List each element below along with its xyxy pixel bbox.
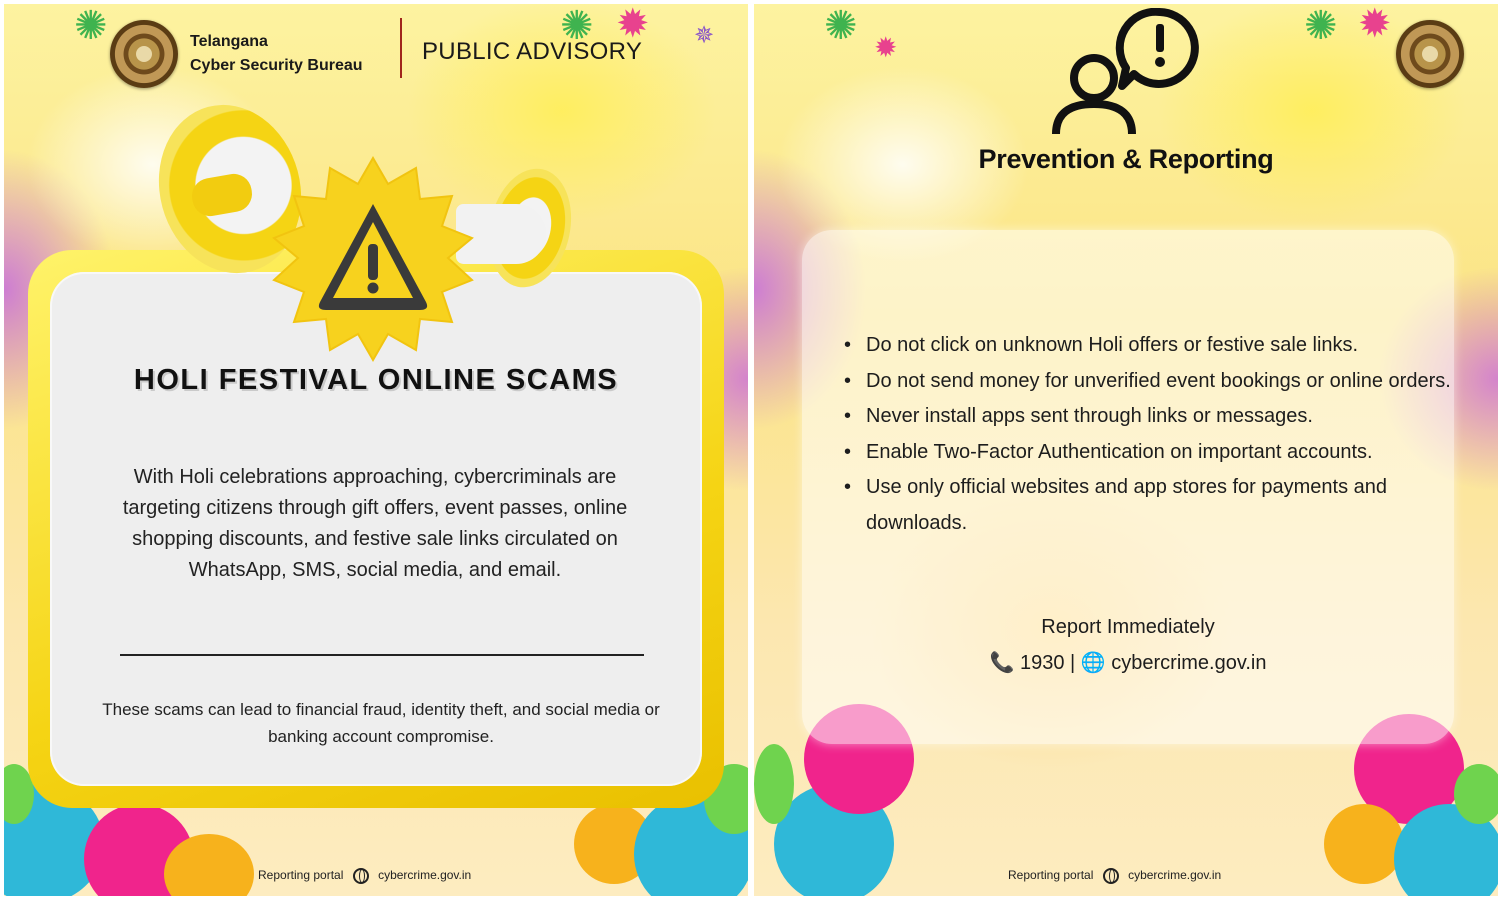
bureau-emblem-logo xyxy=(1396,20,1464,88)
advisory-title: HOLI FESTIVAL ONLINE SCAMS xyxy=(133,364,619,396)
reporting-portal-label: Reporting portal xyxy=(258,868,344,883)
warning-badge xyxy=(268,154,478,364)
report-website-link[interactable]: cybercrime.gov.in xyxy=(1111,652,1267,674)
report-heading: Report Immediately xyxy=(1041,616,1215,638)
phone-icon: 📞 xyxy=(989,652,1015,674)
firework-decoration: ✺ xyxy=(560,4,594,48)
advisory-panel-right xyxy=(754,4,1498,896)
header-divider xyxy=(400,18,402,78)
firework-decoration: ✹ xyxy=(616,4,650,46)
globe-icon: 🌐 xyxy=(1080,652,1106,674)
reporting-portal-link[interactable]: cybercrime.gov.in xyxy=(1128,868,1222,883)
firework-decoration: ✹ xyxy=(1358,4,1392,46)
firework-decoration: ✺ xyxy=(1304,4,1338,48)
reporting-portal-row xyxy=(1008,868,1221,884)
tip-item: • Never install apps sent through links or messages. xyxy=(866,399,1466,435)
bureau-emblem-logo xyxy=(110,20,178,88)
firework-decoration: ✺ xyxy=(74,4,108,48)
reporting-portal-label: Reporting portal xyxy=(1008,868,1094,883)
firework-decoration: ✵ xyxy=(694,22,715,49)
paint-splash xyxy=(754,744,794,824)
helpline-number[interactable]: 1930 xyxy=(1019,652,1065,674)
firework-decoration: ✺ xyxy=(824,4,858,48)
separator: | xyxy=(1070,652,1076,674)
globe-icon xyxy=(1103,868,1119,884)
org-name-line2: Cyber Security Bureau xyxy=(190,57,363,74)
paint-splash xyxy=(1454,764,1498,824)
globe-icon xyxy=(353,868,369,884)
org-name-line1: Telangana xyxy=(190,33,268,50)
prevention-title: Prevention & Reporting xyxy=(978,144,1274,174)
org-name xyxy=(190,30,363,78)
reporting-portal-link[interactable]: cybercrime.gov.in xyxy=(378,868,472,883)
tip-item: • Enable Two-Factor Authentication on important accounts. xyxy=(866,435,1466,471)
paint-splash xyxy=(1324,804,1404,884)
prevention-tips-list xyxy=(830,328,1466,541)
public-advisory-label: PUBLIC ADVISORY xyxy=(422,38,643,65)
report-contacts xyxy=(802,650,1454,675)
reporting-portal-row xyxy=(258,868,471,884)
tip-item: • Use only official websites and app stores for payments and downloads. xyxy=(866,470,1466,541)
advisory-description: With Holi celebrations approaching, cybercriminals are targeting citizens through gift offers, event passes, online shopping discounts, and festive sale links circulated on WhatsApp, SMS, social media, and email. xyxy=(122,466,628,581)
tip-item: • Do not click on unknown Holi offers or festive sale links. xyxy=(866,328,1466,364)
scam-consequences: These scams can lead to financial fraud, identity theft, and social media or banking account compromise. xyxy=(102,700,660,746)
person-alert-icon xyxy=(1044,8,1204,138)
advisory-panel-left xyxy=(4,4,748,896)
firework-decoration: ✹ xyxy=(874,32,898,63)
tip-item: • Do not send money for unverified event bookings or online orders. xyxy=(866,364,1466,400)
divider-line xyxy=(120,654,644,656)
